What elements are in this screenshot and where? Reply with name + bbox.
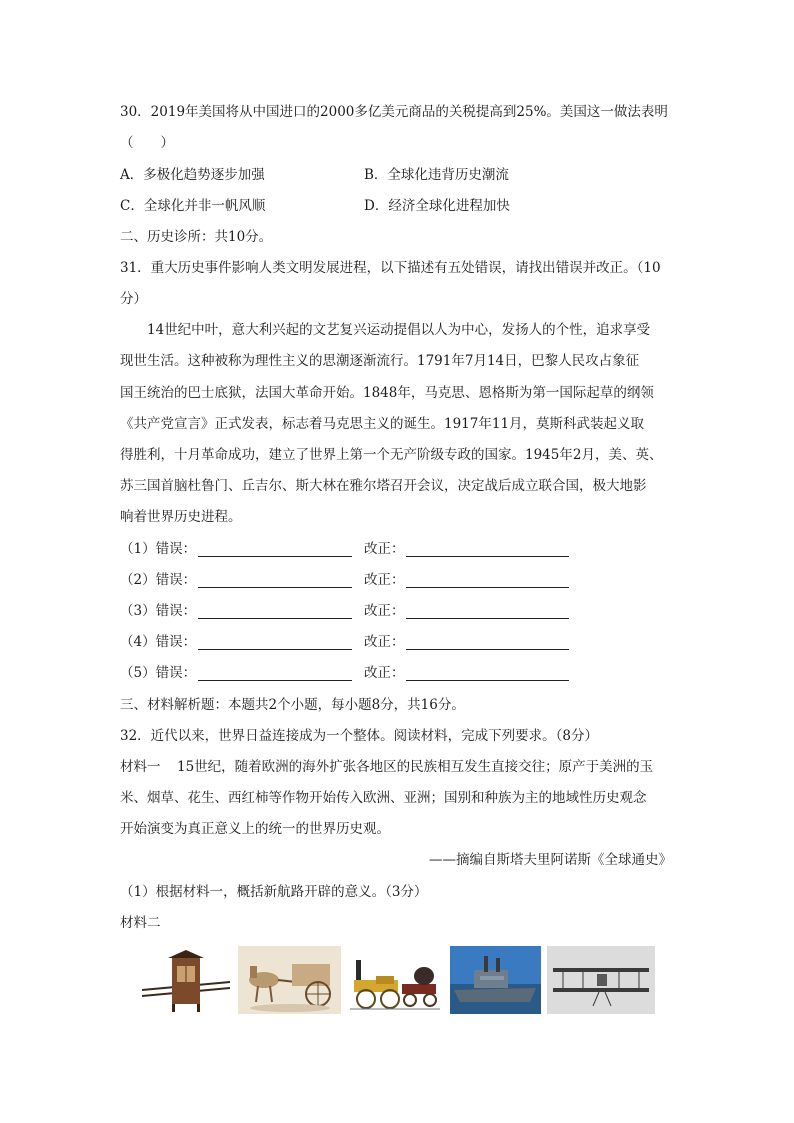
answer-error-blank[interactable] bbox=[198, 618, 352, 619]
answer-error-label: （2）错误： bbox=[120, 572, 197, 588]
answer-fix-label: 改正： bbox=[364, 572, 405, 588]
passage-line: 现世生活。这种被称为理性主义的思潮逐渐流行。1791年7月14日，巴黎人民攻占象征 bbox=[120, 353, 640, 369]
answer-error-label: （5）错误： bbox=[120, 665, 197, 681]
q31-stem-line2: 分） bbox=[120, 291, 147, 307]
passage-line: 国王统治的巴士底狱，法国大革命开始。1848年，马克思、恩格斯为第一国际起草的纲领 bbox=[120, 385, 654, 401]
q30-option-d: D．经济全球化进程加快 bbox=[364, 198, 510, 214]
steam-locomotive-image bbox=[346, 946, 442, 1014]
answer-fix-label: 改正： bbox=[364, 603, 405, 619]
material1-label: 材料一 bbox=[120, 759, 161, 775]
q30-stem: 30．2019年美国将从中国进口的2000多亿美元商品的关税提高到25%。美国这一做法表明 bbox=[120, 104, 668, 120]
answer-error-blank[interactable] bbox=[198, 680, 352, 681]
answer-error-label: （1）错误： bbox=[120, 541, 197, 557]
q32-sub1: （1）根据材料一，概括新航路开辟的意义。（3分） bbox=[120, 884, 428, 900]
q31-stem-line1: 31．重大历史事件影响人类文明发展进程，以下描述有五处错误，请找出错误并改正。（10 bbox=[120, 260, 661, 276]
q32-stem: 32．近代以来，世界日益连接成为一个整体。阅读材料，完成下列要求。（8分） bbox=[120, 728, 599, 744]
answer-fix-label: 改正： bbox=[364, 541, 405, 557]
q30-option-c: C．全球化并非一帆风顺 bbox=[120, 198, 266, 214]
answer-error-label: （4）错误： bbox=[120, 634, 197, 650]
q30-paren: （ ） bbox=[120, 135, 174, 151]
sedan-chair-image bbox=[138, 946, 232, 1016]
q30-option-a: A．多极化趋势逐步加强 bbox=[120, 167, 265, 183]
answer-fix-label: 改正： bbox=[364, 634, 405, 650]
answer-error-label: （3）错误： bbox=[120, 603, 197, 619]
q30-option-b: B．全球化违背历史潮流 bbox=[364, 167, 509, 183]
material1-line: 开始演变为真正意义上的统一的世界历史观。 bbox=[120, 821, 390, 837]
biplane-image bbox=[547, 946, 655, 1014]
passage-line: 《共产党宣言》正式发表，标志着马克思主义的诞生。1917年11月，莫斯科武装起义取 bbox=[120, 416, 645, 432]
material2-label: 材料二 bbox=[120, 915, 161, 931]
material1-line: 米、烟草、花生、西红柿等作物开始传入欧洲、亚洲；国别和种族为主的地域性历史观念 bbox=[120, 790, 647, 806]
passage-line: 得胜利，十月革命成功，建立了世界上第一个无产阶级专政的国家。1945年2月，美、英、 bbox=[120, 447, 663, 463]
material1-line: 15世纪，随着欧洲的海外扩张各地区的民族相互发生直接交往；原产于美洲的玉 bbox=[177, 759, 654, 775]
answer-error-blank[interactable] bbox=[198, 649, 352, 650]
answer-error-blank[interactable] bbox=[198, 587, 352, 588]
section2-title: 二、历史诊所：共10分。 bbox=[120, 229, 273, 245]
section3-title: 三、材料解析题：本题共2个小题，每小题8分，共16分。 bbox=[120, 697, 465, 713]
passage-line: 响着世界历史进程。 bbox=[120, 509, 242, 525]
answer-fix-blank[interactable] bbox=[406, 618, 569, 619]
answer-error-blank[interactable] bbox=[198, 556, 352, 557]
answer-fix-blank[interactable] bbox=[406, 649, 569, 650]
material1-source: ——摘编自斯塔夫里阿诺斯《全球通史》 bbox=[429, 852, 672, 868]
answer-fix-blank[interactable] bbox=[406, 556, 569, 557]
answer-fix-blank[interactable] bbox=[406, 587, 569, 588]
horse-carriage-image bbox=[238, 946, 341, 1014]
passage-line: 苏三国首脑杜鲁门、丘吉尔、斯大林在雅尔塔召开会议，决定战后成立联合国，极大地影 bbox=[120, 478, 647, 494]
passage-line: 14世纪中叶，意大利兴起的文艺复兴运动提倡以人为中心，发扬人的个性，追求享受 bbox=[147, 322, 651, 338]
answer-fix-label: 改正： bbox=[364, 665, 405, 681]
warship-image bbox=[450, 946, 541, 1014]
answer-fix-blank[interactable] bbox=[406, 680, 569, 681]
